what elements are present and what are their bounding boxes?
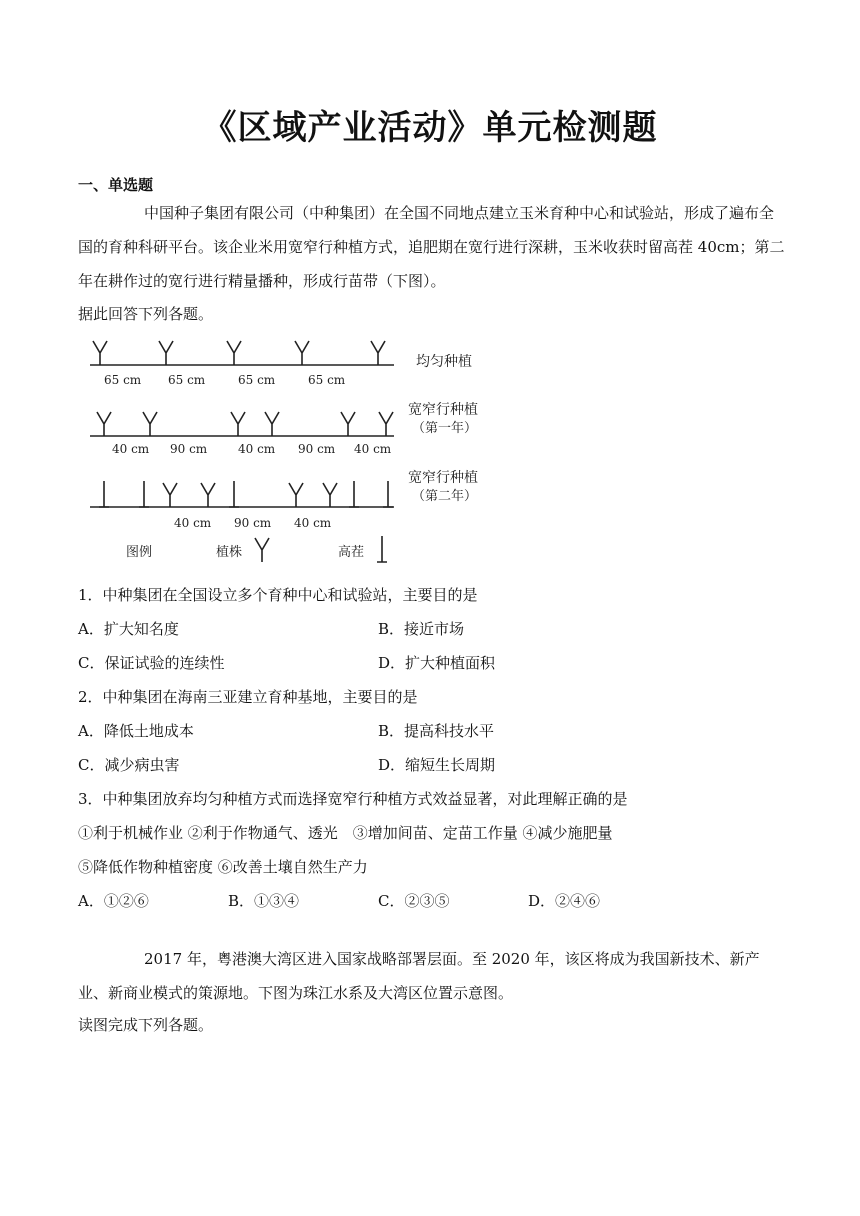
q2-option-b[interactable]: B．提高科技水平	[378, 722, 495, 740]
row2-spacing-2: 90 cm	[170, 442, 208, 456]
q2-option-a[interactable]: A．降低土地成本	[78, 722, 194, 740]
plant-icon	[163, 483, 177, 507]
q3-option-c[interactable]: C．②③⑤	[378, 892, 450, 910]
row2-spacing-3: 40 cm	[238, 442, 276, 456]
row3-spacing-3: 40 cm	[294, 516, 332, 530]
stubble-icon	[139, 481, 149, 507]
plant-icon	[289, 483, 303, 507]
row2-spacing-5: 40 cm	[354, 442, 392, 456]
row2-spacing-1: 40 cm	[112, 442, 150, 456]
section-heading: 一、单选题	[78, 176, 154, 194]
plant-icon	[97, 412, 111, 436]
passage-1-prompt: 据此回答下列各题。	[78, 305, 214, 323]
row3-label: 宽窄行种植	[408, 470, 478, 486]
q2-stem: 2．中种集团在海南三亚建立育种基地，主要目的是	[78, 688, 418, 706]
row1-spacing-3: 65 cm	[238, 373, 276, 387]
q2-option-d[interactable]: D．缩短生长周期	[378, 756, 496, 774]
passage-2: 2017 年，粤港澳大湾区进入国家战略部署层面。至 2020 年，该区将成为我国新技术、新产业、新商业模式的策源地。下图为珠江水系及大湾区位置示意图。	[78, 950, 760, 1002]
q1-stem: 1．中种集团在全国设立多个育种中心和试验站，主要目的是	[78, 586, 478, 604]
plant-icon	[379, 412, 393, 436]
stubble-icon	[349, 481, 359, 507]
plant-icon	[231, 412, 245, 436]
row2-sublabel: （第一年）	[412, 421, 478, 436]
stubble-icon	[383, 481, 393, 507]
row1-spacing-2: 65 cm	[168, 373, 206, 387]
row-uniform	[90, 341, 394, 365]
planting-diagram	[86, 332, 506, 568]
q3-statements-2: ⑤降低作物种植密度 ⑥改善土壤自然生产力	[78, 858, 368, 876]
plant-icon	[341, 412, 355, 436]
q3-option-b[interactable]: B．①③④	[228, 892, 300, 910]
legend-plant-label: 植株	[216, 545, 243, 560]
legend-label: 图例	[126, 545, 153, 560]
q1-option-a[interactable]: A．扩大知名度	[78, 620, 179, 638]
plant-icon	[93, 341, 107, 365]
row3-sublabel: （第二年）	[412, 489, 478, 504]
plant-icon	[265, 412, 279, 436]
q3-statements-1: ①利于机械作业 ②利于作物通气、透光 ③增加间苗、定苗工作量 ④减少施肥量	[78, 824, 613, 842]
plant-icon	[227, 341, 241, 365]
plant-icon	[371, 341, 385, 365]
q3-stem: 3．中种集团放弃均匀种植方式而选择宽窄行种植方式效益显著，对此理解正确的是	[78, 790, 628, 808]
q1-option-c[interactable]: C．保证试验的连续性	[78, 654, 225, 672]
stubble-icon	[99, 481, 109, 507]
row1-label: 均匀种植	[416, 354, 472, 370]
page-title: 《区域产业活动》单元检测题	[202, 108, 658, 148]
plant-icon	[143, 412, 157, 436]
row-wide-narrow-year1	[90, 412, 394, 436]
q1-option-b[interactable]: B．接近市场	[378, 620, 465, 638]
plant-icon	[323, 483, 337, 507]
row-wide-narrow-year2	[90, 481, 394, 507]
plant-icon	[159, 341, 173, 365]
plant-icon	[295, 341, 309, 365]
legend-stubble-label: 高茬	[338, 545, 365, 560]
stubble-icon	[229, 481, 239, 507]
q3-option-d[interactable]: D．②④⑥	[528, 892, 601, 910]
row3-spacing-1: 40 cm	[174, 516, 212, 530]
row2-label: 宽窄行种植	[408, 402, 478, 418]
passage-1: 中国种子集团有限公司（中种集团）在全国不同地点建立玉米育种中心和试验站，形成了遍布全国的育种科研平台。该企业米用宽窄行种植方式，追肥期在宽行进行深耕，玉米收获时留高茬 40cm；第二年在耕作过的宽行进行精量播种，形成行苗带（下图）。	[78, 204, 785, 290]
passage-2-prompt: 读图完成下列各题。	[78, 1016, 214, 1034]
legend-plant-icon	[255, 538, 269, 562]
row2-spacing-4: 90 cm	[298, 442, 336, 456]
q1-option-d[interactable]: D．扩大种植面积	[378, 654, 496, 672]
row1-spacing-1: 65 cm	[104, 373, 142, 387]
plant-icon	[201, 483, 215, 507]
q3-option-a[interactable]: A．①②⑥	[78, 892, 149, 910]
row1-spacing-4: 65 cm	[308, 373, 346, 387]
row3-spacing-2: 90 cm	[234, 516, 272, 530]
legend-stubble-icon	[377, 536, 387, 562]
q2-option-c[interactable]: C．减少病虫害	[78, 756, 180, 774]
